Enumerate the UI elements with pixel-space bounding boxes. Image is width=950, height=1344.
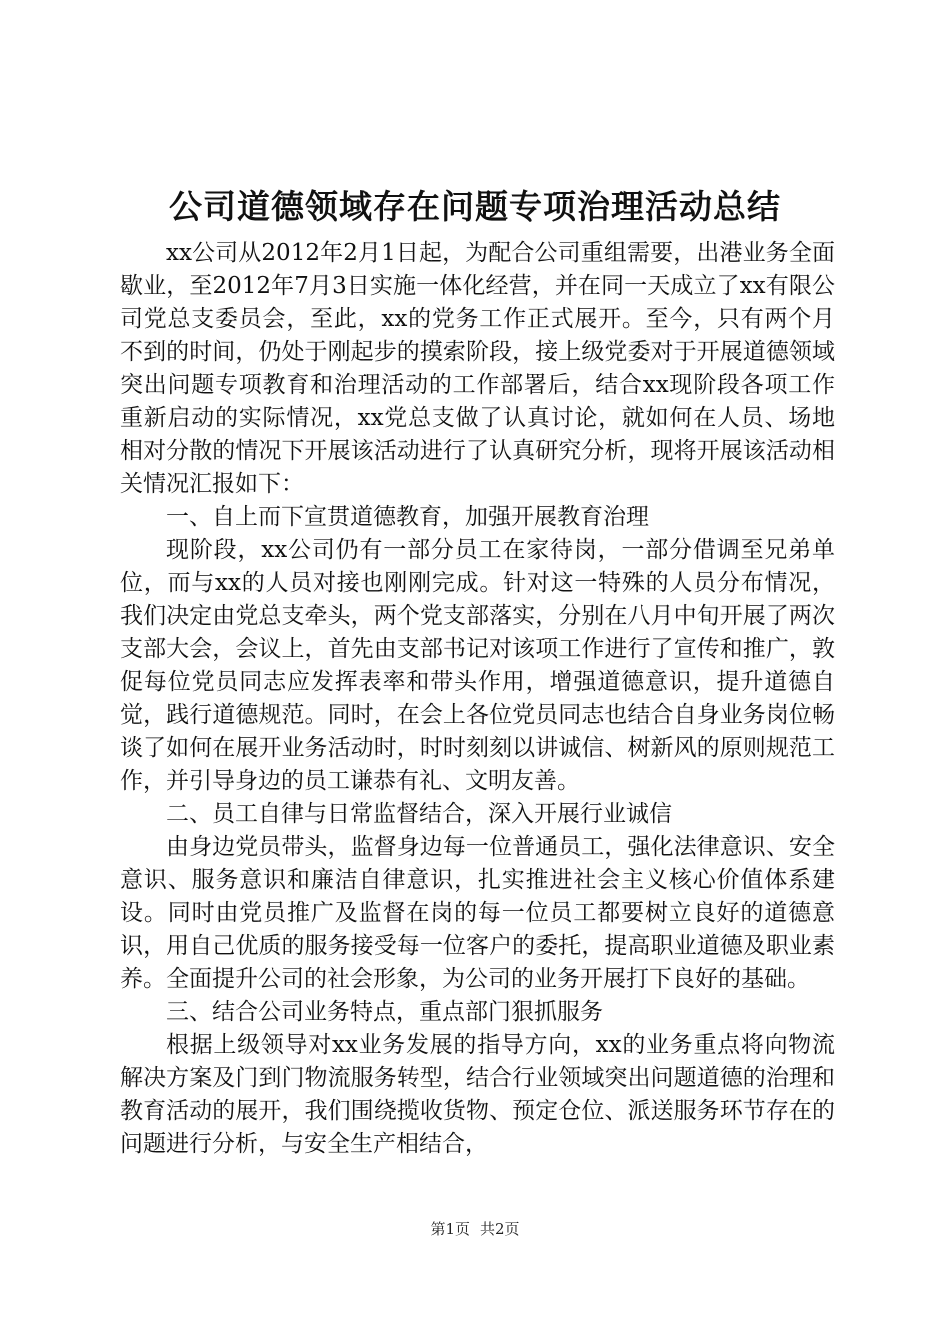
page-footer — [0, 1218, 950, 1240]
page-number-current: 第1页 — [430, 1220, 470, 1238]
page-number-total: 共2页 — [480, 1220, 520, 1238]
section-heading-2: 二、员工自律与日常监督结合，深入开展行业诚信 — [166, 801, 672, 827]
section-heading-1: 一、自上而下宣贯道德教育，加强开展教育治理 — [166, 504, 649, 530]
paragraph-section-3: 根据上级领导对xx业务发展的指导方向，xx的业务重点将向物流解决方案及门到门物流服务转型，结合行业领域突出问题道德的治理和教育活动的展开，我们围绕揽收货物、预定仓位、派送服务环节存在的问题进行分析，与安全生产相结合， — [120, 1032, 835, 1157]
section-heading-3: 三、结合公司业务特点，重点部门狠抓服务 — [166, 999, 603, 1025]
paragraph-section-1: 现阶段，xx公司仍有一部分员工在家待岗，一部分借调至兄弟单位，而与xx的人员对接也刚刚完成。针对这一特殊的人员分布情况，我们决定由党总支牵头，两个党支部落实，分别在八月中旬开展了两次支部大会，会议上，首先由支部书记对该项工作进行了宣传和推广，敦促每位党员同志应发挥表率和带头作用，增强道德意识，提升道德自觉，践行道德规范。同时，在会上各位党员同志也结合自身业务岗位畅谈了如何在展开业务活动时，时时刻刻以讲诚信、树新风的原则规范工作，并引导身边的员工谦恭有礼、文明友善。 — [120, 537, 835, 794]
paragraph-intro: xx公司从2012年2月1日起，为配合公司重组需要，出港业务全面歇业，至2012年7月3日实施一体化经营，并在同一天成立了xx有限公司党总支委员会，至此，xx的党务工作正式展开。至今，只有两个月不到的时间，仍处于刚起步的摸索阶段，接上级党委对于开展道德领域突出问题专项教育和治理活动的工作部署后，结合xx现阶段各项工作重新启动的实际情况，xx党总支做了认真讨论，就如何在人员、场地相对分散的情况下开展该活动进行了认真研究分析，现将开展该活动相关情况汇报如下： — [120, 240, 835, 497]
paragraph-section-2: 由身边党员带头，监督身边每一位普通员工，强化法律意识、安全意识、服务意识和廉洁自律意识，扎实推进社会主义核心价值体系建设。同时由党员推广及监督在岗的每一位员工都要树立良好的道德意识，用自己优质的服务接受每一位客户的委托，提高职业道德及职业素养。全面提升公司的社会形象，为公司的业务开展打下良好的基础。 — [120, 834, 835, 992]
document-title: 公司道德领域存在问题专项治理活动总结 — [169, 187, 781, 226]
document-body — [120, 237, 835, 1161]
